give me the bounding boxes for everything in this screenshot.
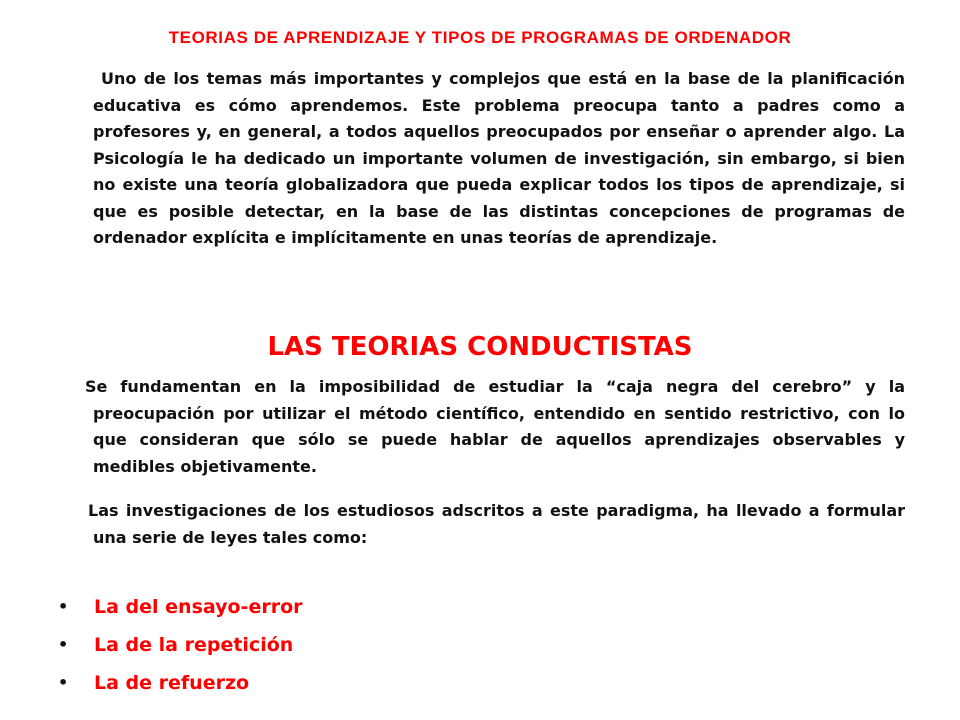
bullet-icon: • [58,635,69,654]
bullet-icon: • [58,597,69,616]
bullet-icon: • [58,673,69,692]
law-label: La de la repetición [94,634,294,656]
law-label: La de refuerzo [94,672,250,694]
law-label: La del ensayo-error [94,596,303,618]
conductistas-paragraph-2: Las investigaciones de los estudiosos adscritos a este paradigma, ha llevado a formular una serie de leyes tales como: [88,501,905,547]
section-heading: LAS TEORIAS CONDUCTISTAS [267,332,693,362]
slide-title: TEORIAS DE APRENDIZAJE Y TIPOS DE PROGRAMAS DE ORDENADOR [168,28,792,47]
conductistas-paragraph-1: Se fundamentan en la imposibilidad de estudiar la “caja negra del cerebro” y la preocupación por utilizar el método científico, entendido en sentido restrictivo, con lo que consideran que sólo se puede hablar de aquellos aprendizajes observables y medibles objetivamente. [85,377,905,476]
intro-paragraph: Uno de los temas más importantes y complejos que está en la base de la planificación educativa es cómo aprendemos. Este problema preocupa tanto a padres como a profesores y, en general, a todos aquellos preocupados por enseñar o aprender algo. La Psicología le ha dedicado un importante volumen de investigación, sin embargo, si bien no existe una teoría globalizadora que pueda explicar todos los tipos de aprendizaje, si que es posible detectar, en la base de las distintas concepciones de programas de ordenador explícita e implícitamente en unas teorías de aprendizaje. [93,69,905,247]
